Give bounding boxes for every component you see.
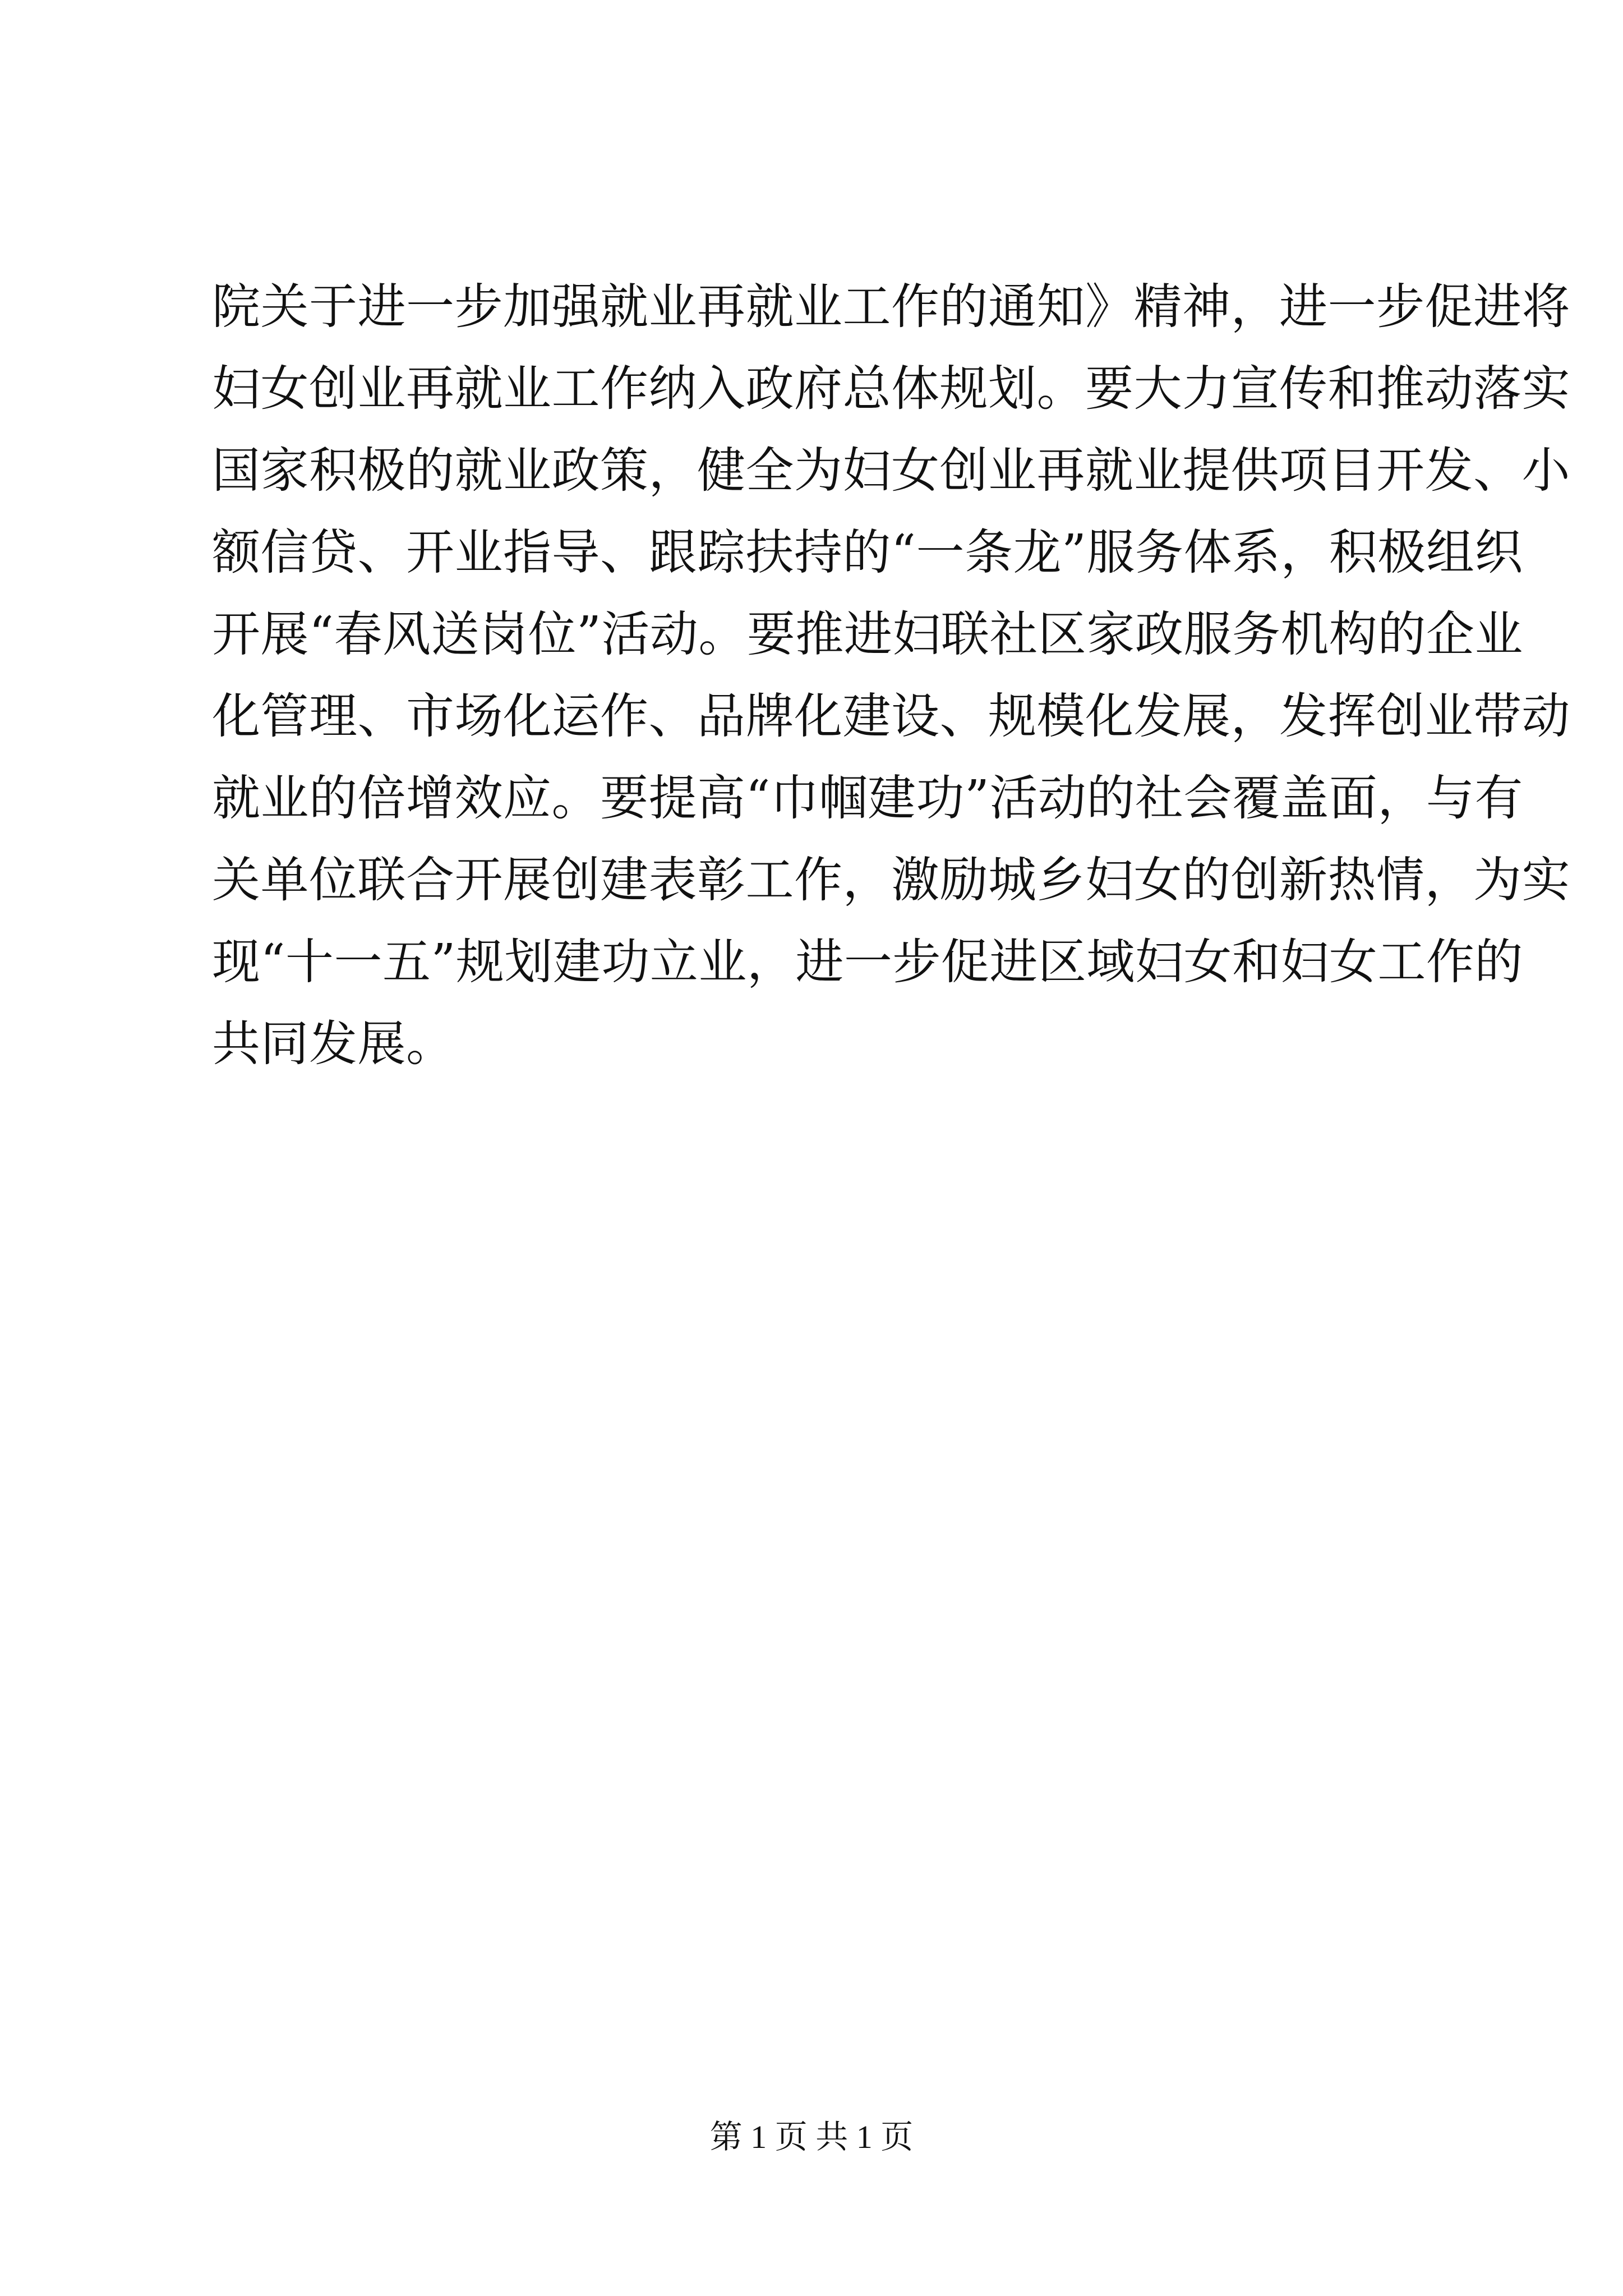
page-number-label: 第 1 页 共 1 页 bbox=[709, 2119, 914, 2155]
text-line-9: 现“十一五”规划建功立业，进一步促进区域妇女和妇女工作的 bbox=[212, 934, 1523, 990]
text-line-6: 化管理、市场化运作、品牌化建设、规模化发展，发挥创业带动 bbox=[212, 688, 1570, 744]
text-line-1: 院关于进一步加强就业再就业工作的通知》精神，进一步促进将 bbox=[212, 279, 1570, 335]
text-line-8: 关单位联合开展创建表彰工作，激励城乡妇女的创新热情，为实 bbox=[212, 852, 1570, 908]
text-line-5: 开展“春风送岗位”活动。要推进妇联社区家政服务机构的企业 bbox=[212, 606, 1523, 662]
text-line-7: 就业的倍增效应。要提高“巾帼建功”活动的社会覆盖面，与有 bbox=[212, 770, 1523, 826]
body-paragraph bbox=[212, 266, 1570, 1085]
text-line-4: 额信贷、开业指导、跟踪扶持的“一条龙”服务体系，积极组织 bbox=[212, 524, 1523, 581]
text-line-3: 国家积极的就业政策，健全为妇女创业再就业提供项目开发、小 bbox=[212, 443, 1570, 499]
text-line-2: 妇女创业再就业工作纳入政府总体规划。要大力宣传和推动落实 bbox=[212, 361, 1570, 417]
page-footer bbox=[0, 2115, 1623, 2160]
text-line-10: 共同发展。 bbox=[212, 1016, 455, 1072]
